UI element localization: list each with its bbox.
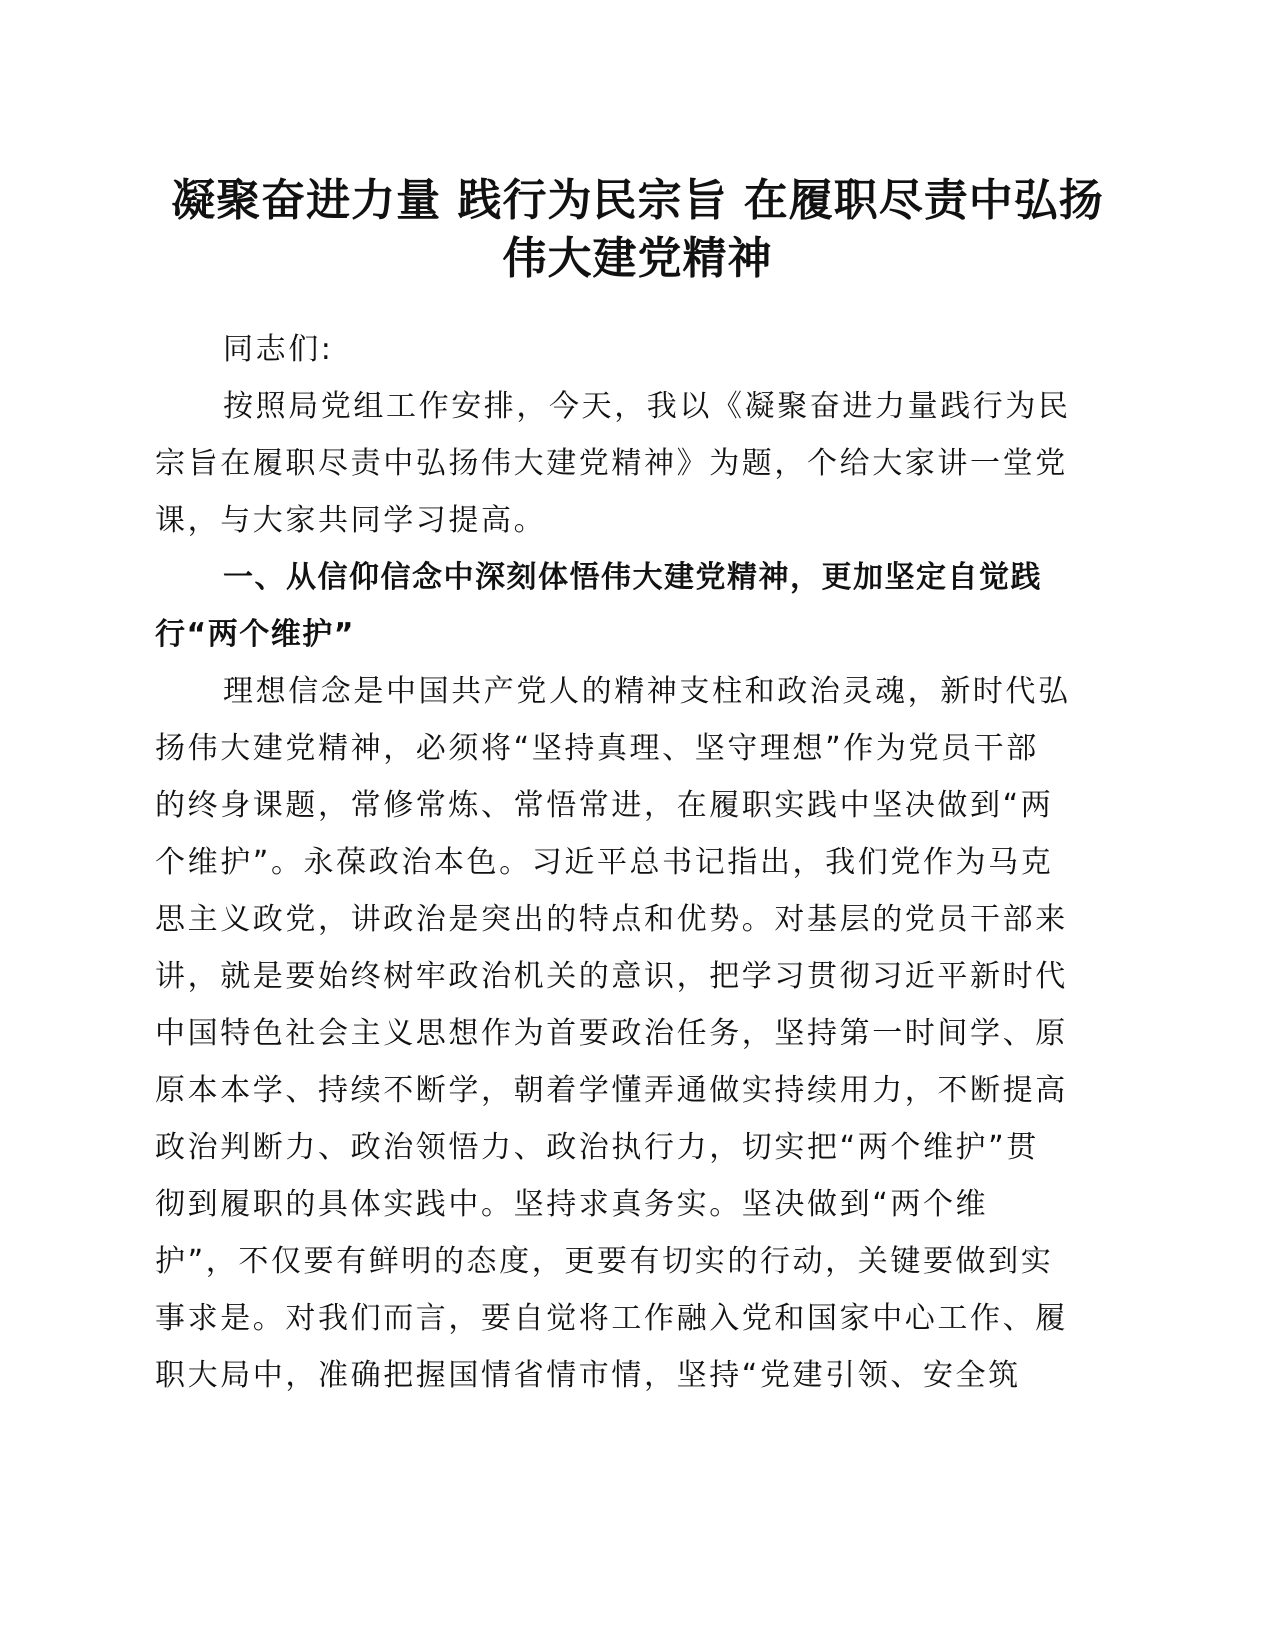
title-line-1: 凝聚奋进力量 践行为民宗旨 在履职尽责中弘扬 — [171, 175, 1104, 226]
paragraph-line: 原本本学、持续不断学，朝着学懂弄通做实持续用力，不断提高 — [155, 1073, 1068, 1108]
document-title — [100, 172, 1175, 288]
paragraph-line: 讲，就是要始终树牢政治机关的意识，把学习贯彻习近平新时代 — [155, 959, 1068, 994]
title-line-2: 伟大建党精神 — [502, 233, 773, 284]
paragraph-line: 理想信念是中国共产党人的精神支柱和政治灵魂，新时代弘 — [223, 674, 1071, 709]
section-heading-line: 行“两个维护” — [155, 617, 355, 652]
paragraph-line: 的终身课题，常修常炼、常悟常进，在履职实践中坚决做到“两 — [155, 788, 1054, 823]
paragraph-line: 护”，不仅要有鲜明的态度，更要有切实的行动，关键要做到实 — [155, 1244, 1054, 1279]
paragraph-line: 思主义政党，讲政治是突出的特点和优势。对基层的党员干部来 — [155, 902, 1068, 937]
paragraph-line: 职大局中，准确把握国情省情市情，坚持“党建引领、安全筑 — [155, 1358, 1021, 1393]
paragraph-line: 按照局党组工作安排，今天，我以《凝聚奋进力量践行为民 — [223, 389, 1071, 424]
paragraph-line: 政治判断力、政治领悟力、政治执行力，切实把“两个维护”贯 — [155, 1130, 1039, 1165]
paragraph-line: 个维护”。永葆政治本色。习近平总书记指出，我们党作为马克 — [155, 845, 1054, 880]
paragraph-line: 中国特色社会主义思想作为首要政治任务，坚持第一时间学、原 — [155, 1016, 1068, 1051]
paragraph-line: 扬伟大建党精神，必须将“坚持真理、坚守理想”作为党员干部 — [155, 731, 1039, 766]
paragraph-line: 课，与大家共同学习提高。 — [155, 503, 547, 538]
section-heading-line: 一、从信仰信念中深刻体悟伟大建党精神，更加坚定自觉践 — [223, 560, 1042, 595]
document-body — [155, 321, 1085, 1404]
paragraph-line: 事求是。对我们而言，要自觉将工作融入党和国家中心工作、履 — [155, 1301, 1068, 1336]
paragraph-line: 宗旨在履职尽责中弘扬伟大建党精神》为题，个给大家讲一堂党 — [155, 446, 1068, 481]
paragraph-line: 彻到履职的具体实践中。坚持求真务实。坚决做到“两个维 — [155, 1187, 989, 1222]
salutation: 同志们: — [223, 332, 334, 367]
